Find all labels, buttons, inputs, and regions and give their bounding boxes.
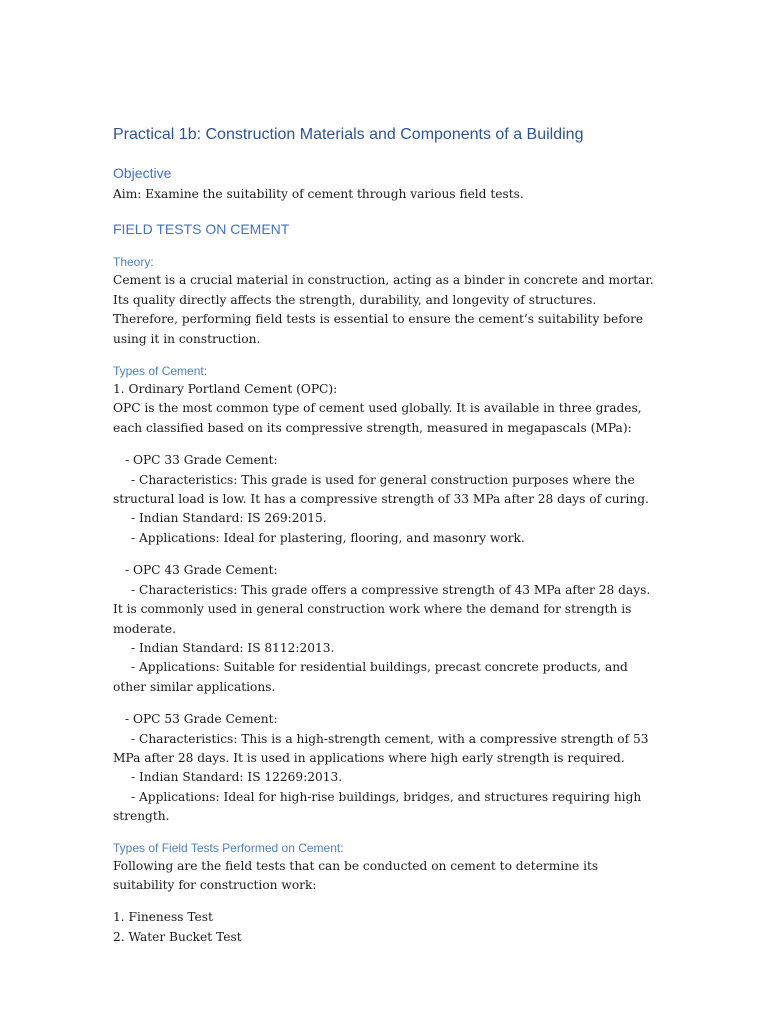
tests-intro: Following are the field tests that can be conducted on cement to determine its suitability for construction work:	[113, 858, 599, 892]
grade-33-standard: - Indian Standard: IS 269:2015.	[131, 511, 327, 526]
objective-heading: Objective	[113, 165, 172, 181]
grade-33-characteristics: - Characteristics: This grade is used for general construction purposes where the structural load is low. It has a compressive strength of 33 MPa after 28 days of curing.	[113, 472, 649, 507]
document-content	[113, 124, 658, 947]
grade-43-standard: - Indian Standard: IS 8112:2013.	[131, 640, 335, 655]
theory-text: Cement is a crucial material in construction, acting as a binder in concrete and mortar. Its quality directly affects the strength, durability, and longevity of structures. Therefore, performing field tests is essential to ensure the cement’s suitability before using it in construction.	[113, 273, 654, 346]
grade-43-applications: - Applications: Suitable for residential buildings, precast concrete products, and other similar applications.	[113, 660, 628, 694]
grade-53-applications: - Applications: Ideal for high-rise buildings, bridges, and structures requiring high strength.	[113, 789, 642, 824]
test-item-water-bucket: 2. Water Bucket Test	[113, 929, 242, 944]
grade-33-name: - OPC 33 Grade Cement:	[125, 453, 278, 468]
types-heading: Types of Cement:	[113, 364, 208, 379]
grade-53-characteristics: - Characteristics: This is a high-strength cement, with a compressive strength of 53 MPa after 28 days. It is used in applications where high early strength is required.	[113, 731, 649, 765]
theory-heading: Theory:	[113, 255, 154, 270]
grade-33-applications: - Applications: Ideal for plastering, flooring, and masonry work.	[131, 530, 525, 545]
aim-text: Aim: Examine the suitability of cement through various field tests.	[113, 187, 524, 201]
test-item-fineness: 1. Fineness Test	[113, 910, 213, 925]
grade-53-name: - OPC 53 Grade Cement:	[125, 712, 278, 727]
tests-heading: Types of Field Tests Performed on Cement:	[113, 840, 344, 855]
opc-title: 1. Ordinary Portland Cement (OPC):	[113, 382, 338, 397]
field-tests-heading: FIELD TESTS ON CEMENT	[113, 221, 290, 238]
grade-43-characteristics: - Characteristics: This grade offers a compressive strength of 43 MPa after 28 days. It is commonly used in general construction work where the demand for strength is moderate.	[113, 582, 651, 636]
grade-53-standard: - Indian Standard: IS 12269:2013.	[131, 770, 343, 785]
opc-intro: OPC is the most common type of cement used globally. It is available in three grades, each classified based on its compressive strength, measured in megapascals (MPa):	[113, 401, 642, 435]
grade-43-name: - OPC 43 Grade Cement:	[125, 563, 278, 578]
document-title: Practical 1b: Construction Materials and Components of a Building	[113, 126, 584, 143]
